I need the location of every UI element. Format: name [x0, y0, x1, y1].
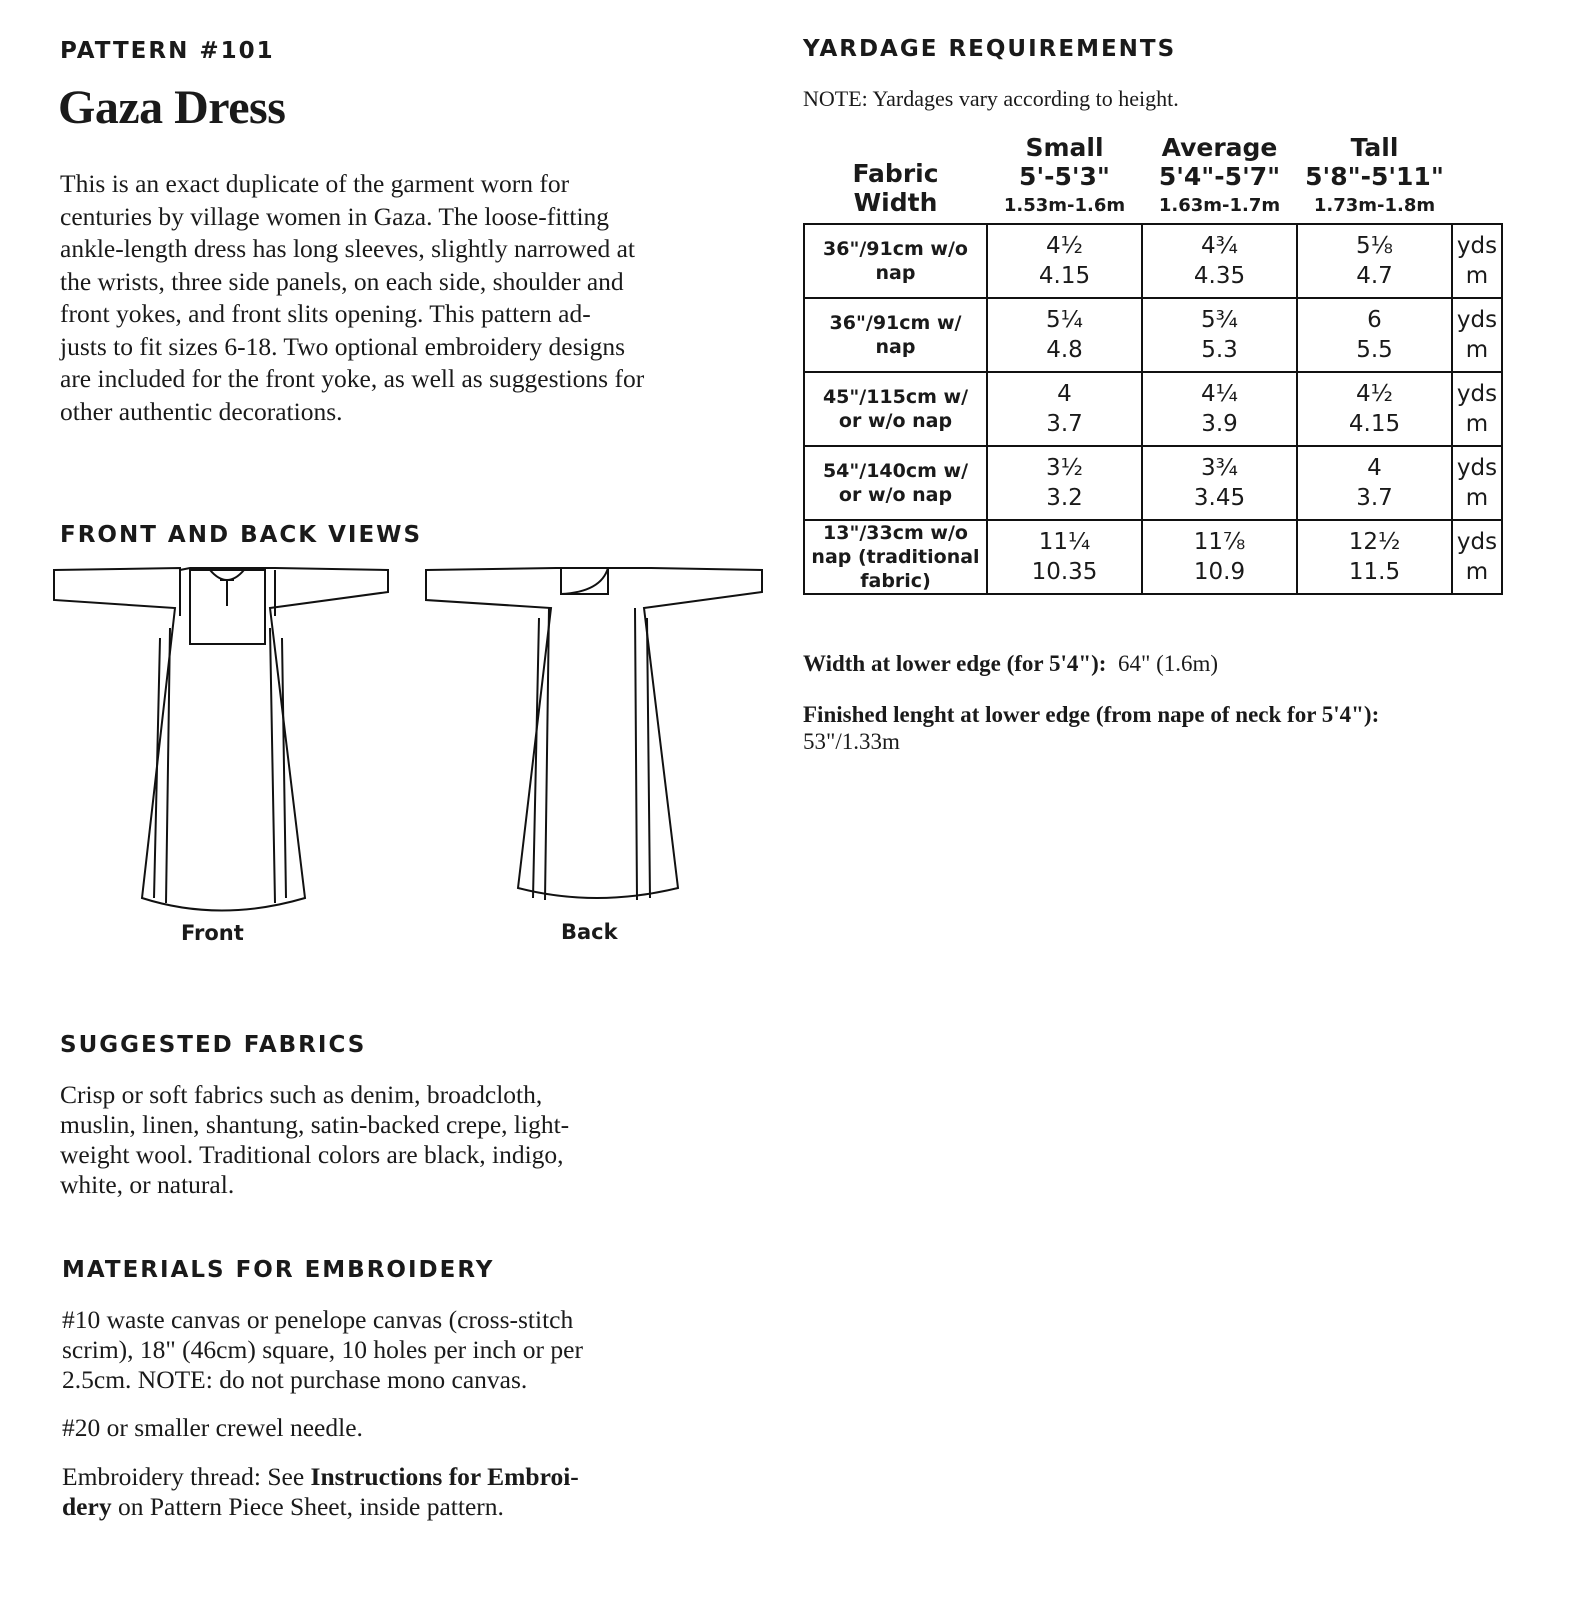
yardage-cell — [1297, 520, 1452, 594]
instructions-ref: Instructions for Embroi- — [310, 1462, 579, 1491]
meters-value: 5.3 — [1201, 337, 1238, 363]
pattern-number: PATTERN #101 — [60, 38, 275, 64]
yards-value: 4 — [1057, 381, 1072, 407]
text-line: centuries by village women in Gaza. The loose-fitting — [60, 201, 610, 231]
back-view-drawing — [426, 568, 762, 900]
yardage-table — [803, 135, 1503, 595]
unit-yds: yds — [1456, 381, 1498, 407]
yardage-cell — [1297, 224, 1452, 298]
intro-paragraph — [60, 168, 644, 428]
fabric-width: or w/o nap — [838, 410, 953, 432]
instructions-ref-cont: dery — [62, 1492, 112, 1521]
text-line: white, or natural. — [60, 1170, 235, 1199]
yardage-cell — [987, 520, 1142, 594]
yardage-cell — [1142, 446, 1297, 520]
yardage-cell — [987, 298, 1142, 372]
size-name: Small — [1025, 133, 1104, 162]
meters-value: 11.5 — [1348, 559, 1401, 585]
units-cell — [1452, 298, 1502, 372]
embroidery-canvas-paragraph — [62, 1305, 583, 1395]
text-line: #10 waste canvas or penelope canvas (cross-stitch — [62, 1305, 574, 1334]
yardage-cell — [1142, 298, 1297, 372]
meters-value: 4.8 — [1046, 337, 1083, 363]
yards-value: 5¾ — [1201, 307, 1238, 333]
table-row — [804, 224, 1502, 298]
fabrics-heading: SUGGESTED FABRICS — [60, 1032, 367, 1058]
yardage-cell — [1142, 372, 1297, 446]
text-line: ankle-length dress has long sleeves, slightly narrowed at — [60, 234, 636, 263]
fabric-width: 36"/91cm w/o — [823, 238, 968, 260]
size-m: 1.53m-1.6m — [1003, 195, 1126, 216]
meters-value: 4.7 — [1356, 263, 1393, 289]
table-row — [804, 298, 1502, 372]
meters-value: 5.5 — [1356, 337, 1393, 363]
fabric-width: 13"/33cm w/o — [823, 522, 968, 544]
unit-m: m — [1465, 559, 1489, 585]
size-tall — [1297, 135, 1452, 224]
size-name: Average — [1161, 133, 1278, 162]
text-line: muslin, linen, shantung, satin-backed crepe, light- — [60, 1110, 570, 1139]
finished-length-value: 53"/1.33m — [803, 729, 900, 754]
thread-text-cont: on Pattern Piece Sheet, inside pattern. — [111, 1492, 504, 1521]
size-ft: 5'4"-5'7" — [1158, 162, 1281, 191]
text-line: weight wool. Traditional colors are black, indigo, — [60, 1140, 564, 1169]
text-line: justs to fit sizes 6-18. Two optional embroidery designs — [60, 331, 626, 361]
unit-m: m — [1465, 485, 1489, 511]
fabrics-paragraph — [60, 1080, 569, 1200]
yards-value: 4 — [1367, 455, 1382, 481]
yardage-cell — [1297, 372, 1452, 446]
yardage-cell — [1142, 520, 1297, 594]
yardage-cell — [1142, 224, 1297, 298]
fabric-width-cell — [804, 446, 987, 520]
yardage-cell — [1297, 298, 1452, 372]
text-line: 2.5cm. NOTE: do not purchase mono canvas. — [62, 1365, 528, 1394]
front-view-drawing — [54, 568, 388, 911]
unit-m: m — [1465, 411, 1489, 437]
text-line: scrim), 18" (46cm) square, 10 holes per inch or per — [62, 1335, 583, 1364]
table-row — [804, 446, 1502, 520]
fabric-width-cell — [804, 372, 987, 446]
size-average — [1142, 135, 1297, 224]
embroidery-needle-paragraph — [62, 1413, 363, 1443]
yardage-cell — [987, 224, 1142, 298]
fabric-width: or w/o nap — [838, 484, 953, 506]
meters-value: 10.9 — [1193, 559, 1246, 585]
yards-value: 4¾ — [1201, 233, 1238, 259]
yards-value: 4¼ — [1201, 381, 1238, 407]
yardage-cell — [1297, 446, 1452, 520]
fabric-width: nap — [875, 262, 916, 284]
lower-width-label: Width at lower edge (for 5'4"): — [803, 651, 1107, 676]
yards-value: 3¾ — [1201, 455, 1238, 481]
fabric-width: fabric) — [860, 570, 931, 592]
unit-yds: yds — [1456, 233, 1498, 259]
yards-value: 11⅞ — [1193, 529, 1246, 555]
yards-value: 11¼ — [1038, 529, 1091, 555]
yardage-note: NOTE: Yardages vary according to height. — [803, 86, 1179, 111]
yards-value: 6 — [1367, 307, 1382, 333]
text-line: are included for the front yoke, as well as suggestions for — [60, 364, 645, 393]
fabric-width: 54"/140cm w/ — [822, 460, 969, 482]
fabric-width: 36"/91cm w/ — [829, 312, 962, 334]
meters-value: 4.35 — [1193, 263, 1246, 289]
unit-m: m — [1465, 263, 1489, 289]
meters-value: 10.35 — [1031, 559, 1098, 585]
yardage-heading: YARDAGE REQUIREMENTS — [803, 36, 1177, 62]
size-name: Tall — [1350, 133, 1399, 162]
yards-value: 12½ — [1348, 529, 1401, 555]
meters-value: 3.7 — [1046, 411, 1083, 437]
yards-value: 3½ — [1046, 455, 1083, 481]
unit-m: m — [1465, 337, 1489, 363]
size-ft: 5'8"-5'11" — [1305, 162, 1444, 191]
meters-value: 4.15 — [1348, 411, 1401, 437]
units-cell — [1452, 224, 1502, 298]
size-m: 1.73m-1.8m — [1313, 195, 1436, 216]
text-line: other authentic decorations. — [60, 396, 343, 426]
text-line: the wrists, three side panels, on each side, shoulder and — [60, 266, 624, 296]
text-line: Crisp or soft fabrics such as denim, broadcloth, — [60, 1080, 543, 1109]
fabric-width: nap — [875, 336, 916, 358]
fabric-width-cell — [804, 298, 987, 372]
views-heading: FRONT AND BACK VIEWS — [60, 522, 423, 548]
units-cell — [1452, 372, 1502, 446]
fabric-width-cell — [804, 224, 987, 298]
front-back-dress-illustration — [50, 558, 770, 918]
table-row — [804, 520, 1502, 594]
yards-value: 5¼ — [1046, 307, 1083, 333]
size-ft: 5'-5'3" — [1019, 162, 1110, 191]
size-small — [987, 135, 1142, 224]
back-label: Back — [561, 920, 618, 944]
embroidery-heading: MATERIALS FOR EMBROIDERY — [62, 1257, 495, 1283]
lower-width — [803, 651, 1218, 677]
meters-value: 3.9 — [1201, 411, 1238, 437]
thread-text: Embroidery thread: See — [62, 1462, 311, 1491]
finished-length-label — [803, 702, 1379, 728]
meters-value: 3.45 — [1193, 485, 1246, 511]
unit-yds: yds — [1456, 455, 1498, 481]
table-row — [804, 372, 1502, 446]
finished-label-text: Finished lenght at lower edge (from nape of neck for 5'4"): — [803, 702, 1380, 727]
units-cell — [1452, 520, 1502, 594]
yards-value: 4½ — [1356, 381, 1393, 407]
fabric-width: nap (traditional — [811, 546, 980, 568]
text-line: This is an exact duplicate of the garment worn for — [60, 169, 570, 198]
meters-value: 3.2 — [1046, 485, 1083, 511]
fabric-width-cell — [804, 520, 987, 594]
meters-value: 4.15 — [1038, 263, 1091, 289]
size-m: 1.63m-1.7m — [1158, 195, 1281, 216]
text-line: front yokes, and front slits opening. This pattern ad- — [60, 299, 591, 328]
units-cell — [1452, 446, 1502, 520]
meters-value: 3.7 — [1356, 485, 1393, 511]
yards-value: 4½ — [1046, 233, 1083, 259]
yards-value: 5⅛ — [1356, 233, 1393, 259]
col-header-2: Width — [853, 188, 938, 217]
needle-text: #20 or smaller crewel needle. — [62, 1413, 363, 1442]
page-title: Gaza Dress — [58, 81, 286, 134]
fabric-width: 45"/115cm w/ — [822, 386, 969, 408]
lower-width-value: 64" (1.6m) — [1106, 651, 1219, 676]
embroidery-thread-paragraph — [62, 1462, 579, 1522]
unit-yds: yds — [1456, 529, 1498, 555]
yardage-cell — [987, 372, 1142, 446]
yardage-cell — [987, 446, 1142, 520]
unit-yds: yds — [1456, 307, 1498, 333]
front-label: Front — [181, 921, 244, 945]
col-header: Fabric — [852, 159, 939, 188]
